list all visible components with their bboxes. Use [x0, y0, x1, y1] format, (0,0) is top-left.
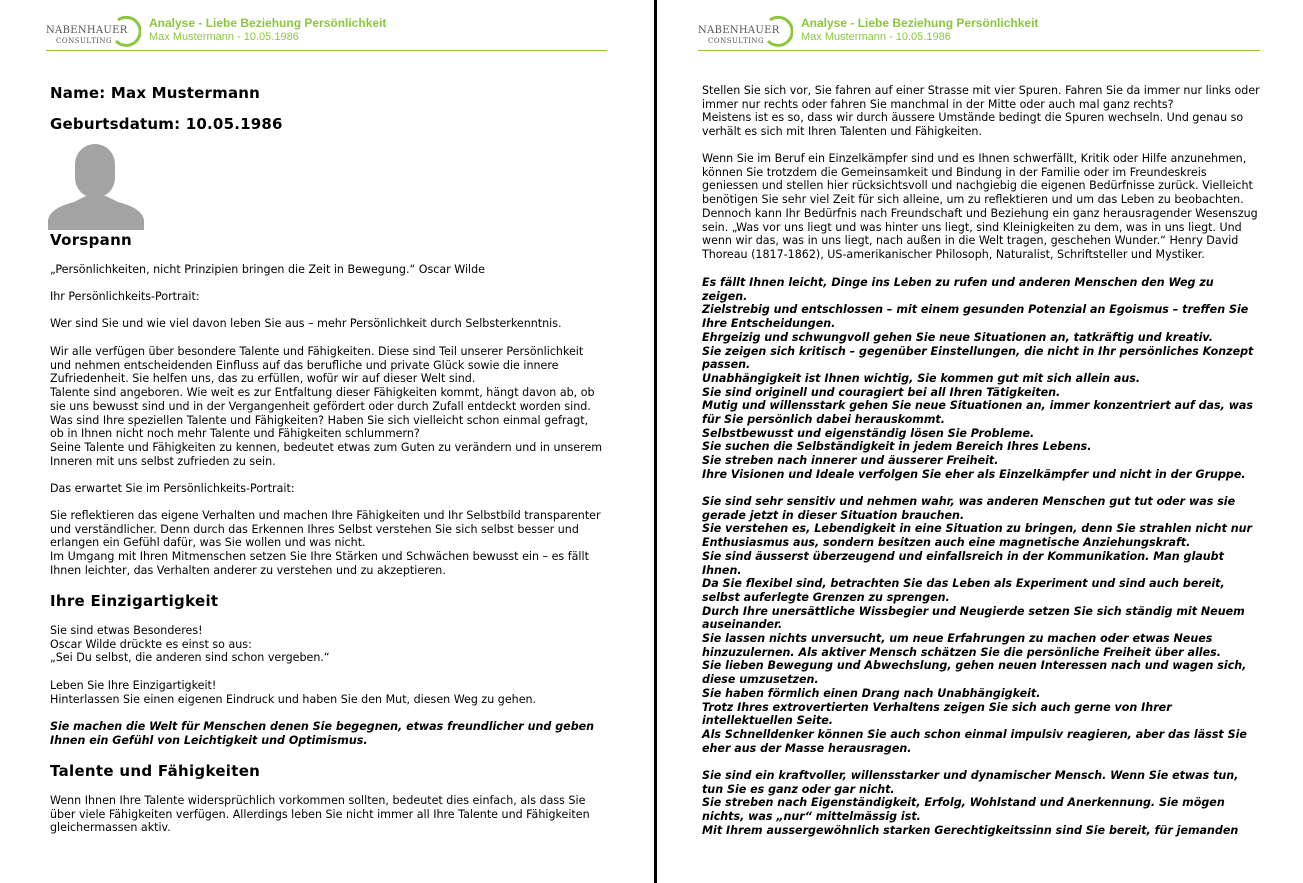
page-header — [46, 14, 607, 51]
einzigartigkeit-paragraph-2: Leben Sie Ihre Einzigartigkeit! Hinterlassen Sie einen eigenen Eindruck und haben Sie den Mut, diesen Weg zu gehen. — [50, 679, 537, 706]
portrait-label: Ihr Persönlichkeits-Portrait: — [50, 290, 200, 303]
page-header — [698, 14, 1260, 51]
header-subtitle: Max Mustermann - 10.05.1986 — [801, 31, 951, 43]
einzigartigkeit-paragraph-1: Sie sind etwas Besonderes! Oscar Wilde drückte es einst so aus: „Sei Du selbst, die anderen sind schon vergeben.“ — [50, 624, 330, 665]
expect-label: Das erwartet Sie im Persönlichkeits-Portrait: — [50, 482, 295, 495]
einzigartigkeit-bold-statement: Sie machen die Welt für Menschen denen Sie begegnen, etwas freundlicher und geben Ihnen ein Gefühl von Leichtigkeit und Optimismus. — [50, 720, 595, 747]
question-paragraph: Wer sind Sie und wie viel davon leben Sie aus – mehr Persönlichkeit durch Selbsterkenntnis. — [50, 317, 562, 330]
lanes-paragraph: Stellen Sie sich vor, Sie fahren auf einer Strasse mit vier Spuren. Fahren Sie da immer nur links oder immer nur rechts oder fahren Sie manchmal in der Mitte oder auch mal ganz rechts? Meistens ist es so, dass wir durch äussere Umstände bedingt die Spuren wechseln. Und genau so verhält es sich mit Ihren Talenten und Fähigkeiten. — [702, 84, 1260, 139]
traits-bold-block-1: Es fällt Ihnen leicht, Dinge ins Leben zu rufen und anderen Menschen den Weg zu zeigen. Zielstrebig und entschlossen – mit einem gesunden Potenzial an Egoismus – treffen Sie Ihre Entscheidungen. Ehrgeizig und schwungvoll gehen Sie neue Situationen an, tatkräftig und kreativ. Sie zeigen sich kritisch – gegenüber Einstellungen, die nicht in Ihr persönliches Konzept passen. Unabhängigkeit ist Ihnen wichtig, Sie kommen gut mit sich allein aus. Sie sind originell und couragiert bei all Ihren Tätigkeiten. Mutig und willensstark gehen Sie neue Situationen an, immer konzentriert auf das, was für Sie persönlich dabei herauskommt. Selbstbewusst und eigenständig lösen Sie Probleme. Sie suchen die Selbständigkeit in jedem Bereich Ihres Lebens. Sie streben nach innerer und äusserer Freiheit. Ihre Visionen und Ideale verfolgen Sie eher als Einzelkämpfer und nicht in der Gruppe. — [702, 276, 1254, 481]
expect-paragraph: Sie reflektieren das eigene Verhalten und machen Ihre Fähigkeiten und Ihr Selbstbild transparenter und verständlicher. Denn durch das Erkennen Ihres Selbst verstehen Sie sich selbst besser und erlangen ein Gefühl dafür, was Sie wollen und was nicht. Im Umgang mit Ihren Mitmenschen setzen Sie Ihre Stärken und Schwächen bewusst ein – es fällt Ihnen leichter, das Verhalten anderer zu verstehen und zu akzeptieren. — [50, 509, 601, 577]
section-heading-talente: Talente und Fähigkeiten — [50, 762, 261, 780]
logo-text-bottom: CONSULTING — [56, 37, 113, 45]
name-line: Name: Max Mustermann — [50, 84, 261, 102]
header-title: Analyse - Liebe Beziehung Persönlichkeit — [149, 16, 387, 30]
person-silhouette-icon — [48, 138, 144, 230]
birthdate-line: Geburtsdatum: 10.05.1986 — [50, 115, 283, 133]
einzelkaempfer-paragraph: Wenn Sie im Beruf ein Einzelkämpfer sind und es Ihnen schwerfällt, Kritik oder Hilfe anzunehmen, können Sie trotzdem die Gemeinsamkeit und Bindung in der Familie oder im Freundeskreis geniessen und stellen hier rücksichtsvoll und nachgiebig die eigenen Bedürfnisse zurück. Vielleicht benötigen Sie sehr viel Zeit für sich alleine, um zu reflektieren und um das Leben zu beobachten. Dennoch kann Ihr Bedürfnis nach Freundschaft und Beziehung ein ganz herausragender Wesenszug sein. „Was vor uns liegt und was hinter uns liegt, sind Kleinigkeiten zu dem, was in uns liegt. Und wenn wir das, was in uns liegt, nach außen in die Welt tragen, geschehen Wunder.“ Henry David Thoreau (1817-1862), US-amerikanischer Philosoph, Naturalist, Schriftsteller und Mystiker. — [702, 152, 1258, 261]
section-heading-vorspann: Vorspann — [50, 231, 133, 249]
traits-bold-block-2: Sie sind sehr sensitiv und nehmen wahr, was anderen Menschen gut tut oder was sie gerade jetzt in dieser Situation brauchen. Sie verstehen es, Lebendigkeit in eine Situation zu bringen, denn Sie strahlen nicht nur Enthusiasmus aus, sondern besitzen auch eine magnetische Anziehungskraft. Sie sind äusserst überzeugend und einfallsreich in der Kommunikation. Man glaubt Ihnen. Da Sie flexibel sind, betrachten Sie das Leben als Experiment und sind auch bereit, selbst auferlegte Grenzen zu sprengen. Durch Ihre unersättliche Wissbegier und Neugierde setzen Sie sich ständig mit Neuem auseinander. Sie lassen nichts unversucht, um neue Erfahrungen zu machen oder etwas Neues hinzuzulernen. Als aktiver Mensch schätzen Sie die persönliche Freiheit über alles. Sie lieben Bewegung und Abwechslung, gehen neuen Interessen nach und wagen sich, diese umzusetzen. Sie haben förmlich einen Drang nach Unabhängigkeit. Trotz Ihres extrovertierten Verhaltens zeigen Sie sich auch gerne von Ihrer intellektuellen Seite. Als Schnelldenker können Sie auch schon einmal impulsiv reagieren, aber das lässt Sie eher aus der Masse herausragen. — [702, 495, 1253, 755]
section-heading-einzigartigkeit: Ihre Einzigartigkeit — [50, 592, 219, 610]
logo-text-top: NABENHAUER — [698, 25, 780, 36]
company-logo — [46, 14, 141, 48]
header-title: Analyse - Liebe Beziehung Persönlichkeit — [801, 16, 1039, 30]
traits-bold-block-3: Sie sind ein kraftvoller, willensstarker und dynamischer Mensch. Wenn Sie etwas tun, tun Sie es ganz oder gar nicht. Sie streben nach Eigenständigkeit, Erfolg, Wohlstand und Anerkennung. Sie mögen nichts, was „nur“ mittelmässig ist. Mit Ihrem aussergewöhnlich starken Gerechtigkeitssinn sind Sie bereit, für jemanden — [702, 769, 1239, 837]
document-page-right — [657, 0, 1303, 883]
logo-text-top: NABENHAUER — [46, 25, 128, 36]
quote-paragraph: „Persönlichkeiten, nicht Prinzipien bringen die Zeit in Bewegung.“ Oscar Wilde — [50, 263, 485, 276]
talente-paragraph: Wenn Ihnen Ihre Talente widersprüchlich vorkommen sollten, bedeutet dies einfach, als dass Sie über viele Fähigkeiten verfügen. Allerdings leben Sie nicht immer all Ihre Talente und Fähigkeiten gleichermassen aktiv. — [50, 794, 590, 835]
company-logo — [698, 14, 793, 48]
intro-paragraph: Wir alle verfügen über besondere Talente und Fähigkeiten. Diese sind Teil unserer Persönlichkeit und nehmen entscheidenden Einfluss auf das berufliche und private Glück sowie die innere Zufriedenheit. Sie helfen uns, das zu erfüllen, wofür wir auf dieser Welt sind. Talente sind angeboren. Wie weit es zur Entfaltung dieser Fähigkeiten kommt, hängt davon ab, ob sie uns bewusst sind und in der Vergangenheit gefördert oder durch Zufall entdeckt worden sind. Was sind Ihre speziellen Talente und Fähigkeiten? Haben Sie sich vielleicht schon einmal gefragt, ob in Ihnen nicht noch mehr Talente und Fähigkeiten schlummern? Seine Talente und Fähigkeiten zu kennen, bedeutet etwas zum Guten zu verändern und in unserem Inneren mit uns selbst zufrieden zu sein. — [50, 345, 603, 468]
logo-text-bottom: CONSULTING — [708, 37, 765, 45]
header-subtitle: Max Mustermann - 10.05.1986 — [149, 31, 299, 43]
